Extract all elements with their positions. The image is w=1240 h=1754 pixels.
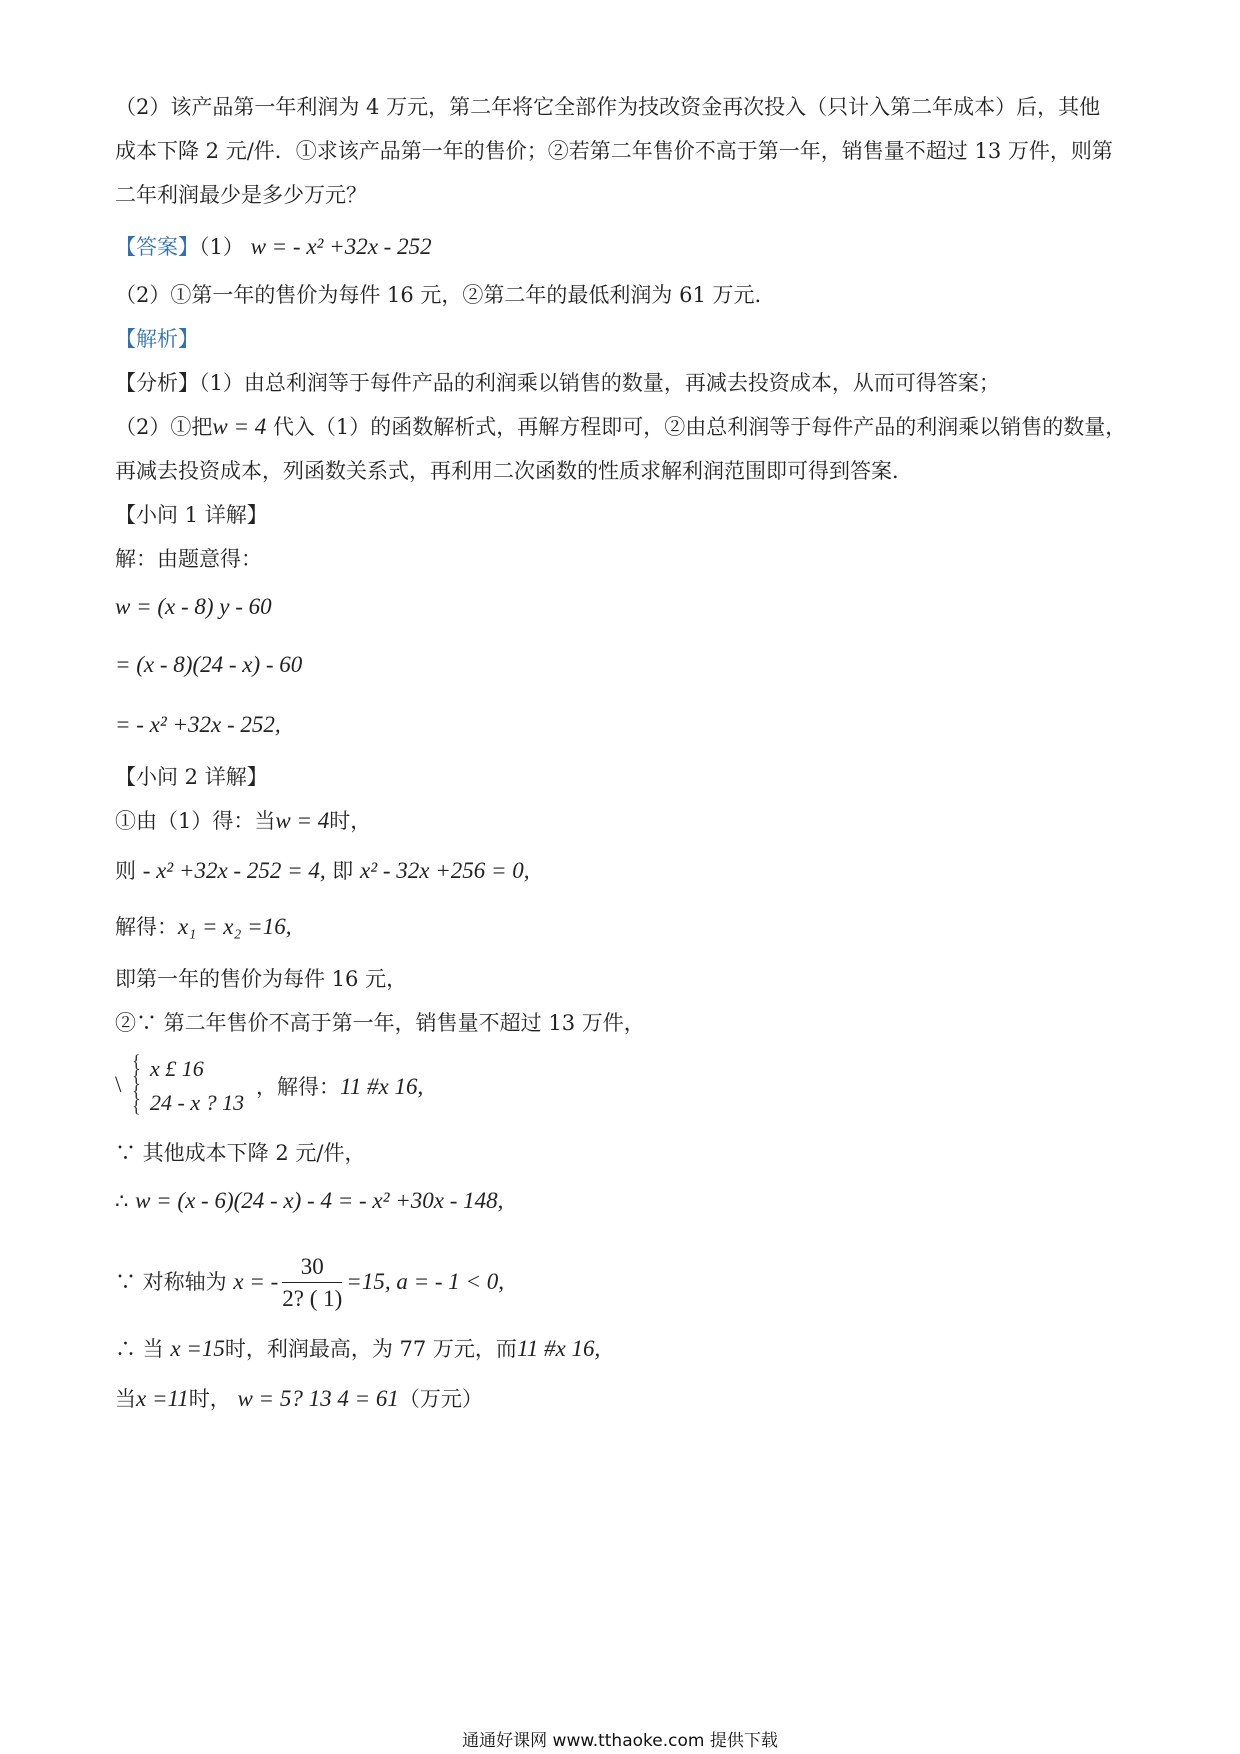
- part1-intro: 解：由题意得：: [115, 547, 262, 571]
- part2-step4: 即第一年的售价为每件 16 元，: [115, 967, 408, 991]
- answer-tag: 【答案】: [115, 235, 199, 259]
- analysis-fenxi-1: 【分析】（1）由总利润等于每件产品的利润乘以销售的数量，再减去投资成本，从而可得答案；: [115, 371, 1000, 395]
- question-2-line-1: （2）该产品第一年利润为 4 万元，第二年将它全部作为技改资金再次投入（只计入第二年成本）后，其他: [115, 95, 1101, 119]
- part2-step7: ∴ w = (x - 6)(24 - x) - 4 = - x² +30x - 148,: [115, 1188, 504, 1213]
- question-2-line-3: 二年利润最少是多少万元？: [115, 183, 367, 207]
- system-brace-icon: { { { {: [132, 1051, 141, 1116]
- part2-step2: 则 - x² +32x - 252 = 4, 即 x² - 32x +256 = 0,: [115, 858, 530, 883]
- answer-line-1: [115, 232, 432, 262]
- part1-eq3: = - x² +32x - 252,: [115, 712, 281, 737]
- system-row-1: x £ 16: [150, 1056, 204, 1081]
- part1-eq2: = (x - 8)(24 - x) - 60: [115, 652, 303, 677]
- part2-step3: 解得：x₁ = x₂ =16,: [115, 914, 292, 939]
- question-2-line-2: 成本下降 2 元/件．①求该产品第一年的售价；②若第二年售价不高于第一年，销售量不超过 13 万件，则第: [115, 139, 1113, 163]
- part2-step10: 当x =11时， w = 5? 13 4 = 61（万元）: [115, 1386, 483, 1411]
- part2-step8: ∵ 对称轴为 x = - $\frac{30}{2? ( 1)}$ =15, a = - 1 < 0,: [115, 1246, 504, 1318]
- answer-part1-formula: w = - x² +32x - 252: [250, 234, 432, 259]
- answer-part1-label: （1）: [199, 235, 244, 259]
- page-footer: 通通好课网 www.tthaoke.com 提供下载: [462, 1731, 778, 1751]
- axis-fraction: $\frac{30}{2? ( 1)}$: [282, 1254, 343, 1311]
- part2-title: 【小问 2 详解】: [115, 765, 268, 789]
- part2-step5: ②∵ 第二年售价不高于第一年，销售量不超过 13 万件，: [115, 1011, 645, 1035]
- analysis-w-eq-4: w = 4: [212, 414, 267, 439]
- analysis-fenxi-2: （2）①把w = 4 代入（1）的函数解析式，再解方程即可，②由总利润等于每件产品的利润乘以销售的数量，: [115, 414, 1127, 439]
- part1-eq1: w = (x - 8) y - 60: [115, 594, 272, 619]
- answer-part2: （2）①第一年的售价为每件 16 元，②第二年的最低利润为 61 万元.: [115, 283, 762, 307]
- system-lead: \: [115, 1072, 122, 1097]
- system-row-2: 24 - x ? 13: [150, 1090, 245, 1115]
- part1-title: 【小问 1 详解】: [115, 503, 268, 527]
- part2-step6: ∵ 其他成本下降 2 元/件，: [115, 1141, 366, 1165]
- system-solution: ，解得：11 #x 16,: [256, 1074, 424, 1099]
- part2-step1: ①由（1）得：当w = 4时，: [115, 808, 372, 833]
- analysis-tag: 【解析】: [115, 327, 199, 351]
- part2-step9: ∴ 当 x =15时，利润最高，为 77 万元，而11 #x 16,: [115, 1336, 601, 1361]
- analysis-fenxi-3: 再减去投资成本，列函数关系式，再利用二次函数的性质求解利润范围即可得到答案．: [115, 459, 913, 483]
